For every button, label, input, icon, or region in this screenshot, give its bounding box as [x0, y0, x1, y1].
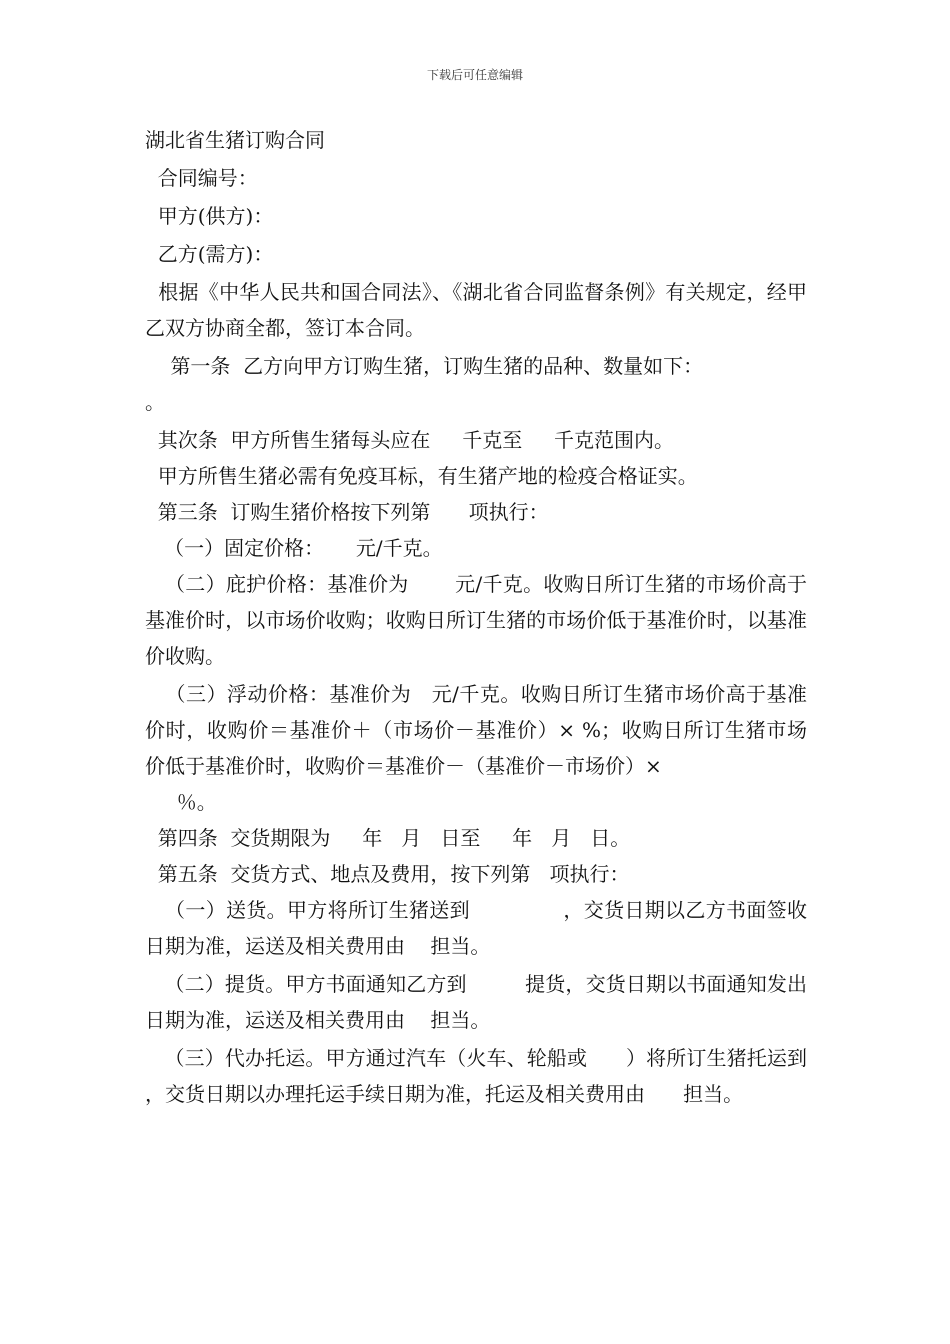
document-body	[145, 122, 890, 1112]
article-3-item-3: （三）浮动价格：基准价为 元/千克。收购日所订生猪市场价高于基准价时，收购价＝基准价＋（市场价－基准价）× %；收购日所订生猪市场价低于基准价时，收购价＝基准价－（基准价－市场价）×	[145, 682, 807, 778]
article-2-note: 甲方所售生猪必需有免疫耳标，有生猪产地的检疫合格证实。	[145, 464, 698, 488]
page-header: 下载后可任意编辑	[426, 68, 523, 82]
article-5: 第五条 交货方式、地点及费用，按下列第 项执行：	[145, 862, 630, 886]
article-3: 第三条 订购生猪价格按下列第 项执行：	[145, 500, 549, 524]
article-3-item-2: （二）庇护价格：基准价为 元/千克。收购日所订生猪的市场价高于基准价时，以市场价收购；收购日所订生猪的市场价低于基准价时，以基准价收购。	[145, 572, 807, 668]
intro-paragraph: 根据《中华人民共和国合同法》、《湖北省合同监督条例》有关规定，经甲乙双方协商全都，签订本合同。	[145, 280, 808, 340]
article-3-item-3-end: ％。	[145, 790, 217, 814]
article-2: 其次条 甲方所售生猪每头应在 千克至 千克范围内。	[145, 428, 675, 452]
party-b-label: 乙方(需方)：	[145, 242, 274, 266]
article-3-item-1: （一）固定价格： 元/千克。	[145, 536, 443, 560]
article-1: 第一条 乙方向甲方订购生猪，订购生猪的品种、数量如下：	[145, 354, 704, 378]
article-1-end: 。	[145, 390, 165, 414]
contract-number-label: 合同编号：	[145, 166, 258, 190]
party-a-label: 甲方(供方)：	[145, 204, 274, 228]
document-title: 湖北省生猪订购合同	[145, 128, 325, 152]
article-4: 第四条 交货期限为 年 月 日至 年 月 日。	[145, 826, 631, 850]
article-5-item-3: （三）代办托运。甲方通过汽车（火车、轮船或 ）将所订生猪托运到 ，交货日期以办理托运手续日期为准，托运及相关费用由 担当。	[145, 1046, 890, 1106]
article-5-item-2: （二）提货。甲方书面通知乙方到 提货，交货日期以书面通知发出日期为准，运送及相关费用由 担当。	[145, 972, 807, 1032]
article-5-item-1: （一）送货。甲方将所订生猪送到 ，交货日期以乙方书面签收日期为准，运送及相关费用由 担当。	[145, 898, 807, 958]
